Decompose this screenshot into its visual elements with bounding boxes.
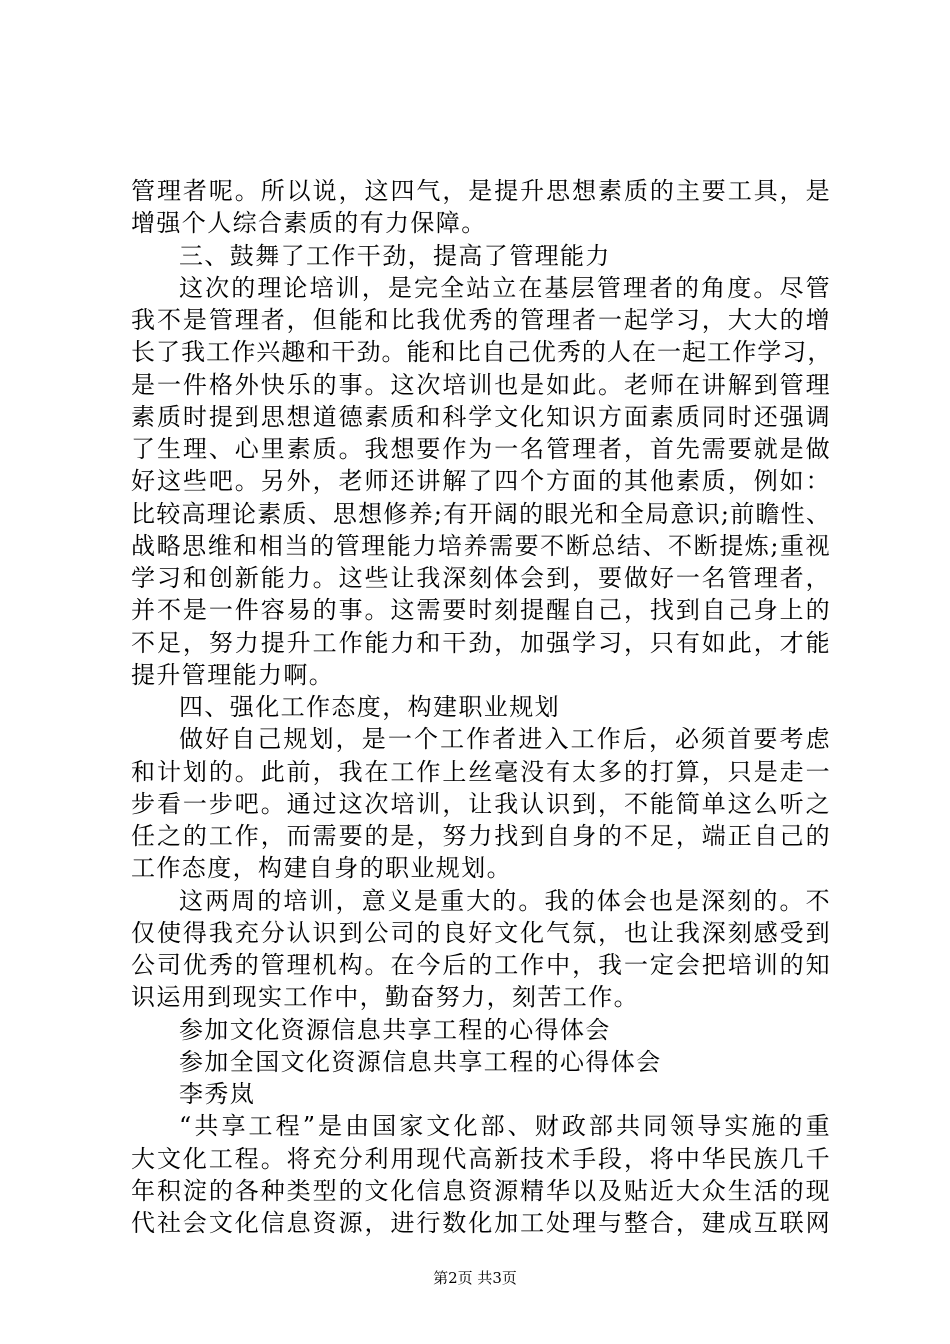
text-line: 比较高理论素质、思想修养;有开阔的眼光和全局意识;前瞻性、	[131, 499, 831, 528]
page-number-footer: 第2页 共3页	[433, 1269, 517, 1287]
text-line: 不足，努力提升工作能力和干劲，加强学习，只有如此，才能	[131, 628, 831, 657]
text-line: “共享工程”是由国家文化部、财政部共同领导实施的重	[179, 1112, 831, 1141]
text-line: 了生理、心里素质。我想要作为一名管理者，首先需要就是做	[131, 435, 831, 463]
text-line: 识运用到现实工作中，勤奋努力，刻苦工作。	[131, 983, 639, 1012]
text-line: 和计划的。此前，我在工作上丝毫没有太多的打算，只是走一	[131, 757, 831, 786]
text-line: 战略思维和相当的管理能力培养需要不断总结、不断提炼;重视	[131, 531, 831, 560]
text-line: 我不是管理者，但能和比我优秀的管理者一起学习，大大的增	[131, 306, 831, 334]
text-line: 任之的工作，而需要的是，努力找到自身的不足，端正自己的	[131, 822, 831, 850]
article-title: 参加文化资源信息共享工程的心得体会	[179, 1015, 611, 1044]
text-line: 好这些吧。另外，老师还讲解了四个方面的其他素质，例如：	[131, 467, 831, 496]
text-line: 仅使得我充分认识到公司的良好文化气氛，也让我深刻感受到	[131, 918, 831, 947]
text-line: 年积淀的各种类型的文化信息资源精华以及贴近大众生活的现	[131, 1176, 831, 1205]
author-name: 李秀岚	[179, 1080, 256, 1108]
text-line: 步看一步吧。通过这次培训，让我认识到，不能简单这么听之	[131, 789, 831, 818]
text-line: 做好自己规划，是一个工作者进入工作后，必须首要考虑	[179, 725, 831, 754]
text-line: 是一件格外快乐的事。这次培训也是如此。老师在讲解到管理	[131, 370, 831, 399]
text-line: 公司优秀的管理机构。在今后的工作中，我一定会把培训的知	[131, 951, 831, 979]
article-title: 参加全国文化资源信息共享工程的心得体会	[179, 1047, 662, 1076]
text-line: 长了我工作兴趣和干劲。能和比自己优秀的人在一起工作学习，	[131, 338, 833, 367]
text-line: 工作态度，构建自身的职业规划。	[131, 854, 512, 883]
text-line: 学习和创新能力。这些让我深刻体会到，要做好一名管理者，	[131, 564, 831, 592]
text-line: 并不是一件容易的事。这需要时刻提醒自己，找到自己身上的	[131, 596, 831, 625]
text-line: 素质时提到思想道德素质和科学文化知识方面素质同时还强调	[131, 402, 831, 431]
text-line: 增强个人综合素质的有力保障。	[131, 209, 487, 238]
text-line: 提升管理能力啊。	[131, 660, 335, 689]
text-line: 这两周的培训，意义是重大的。我的体会也是深刻的。不	[179, 886, 831, 915]
text-line: 管理者呢。所以说，这四气，是提升思想素质的主要工具，是	[131, 177, 831, 205]
text-line: 这次的理论培训，是完全站立在基层管理者的角度。尽管	[179, 273, 831, 302]
text-line: 代社会文化信息资源，进行数化加工处理与整合，建成互联网	[131, 1209, 831, 1237]
body-text	[131, 175, 831, 1239]
section-heading: 三、鼓舞了工作干劲，提高了管理能力	[179, 241, 611, 270]
text-line: 大文化工程。将充分利用现代高新技术手段，将中华民族几千	[131, 1144, 831, 1173]
section-heading: 四、强化工作态度，构建职业规划	[179, 693, 560, 721]
